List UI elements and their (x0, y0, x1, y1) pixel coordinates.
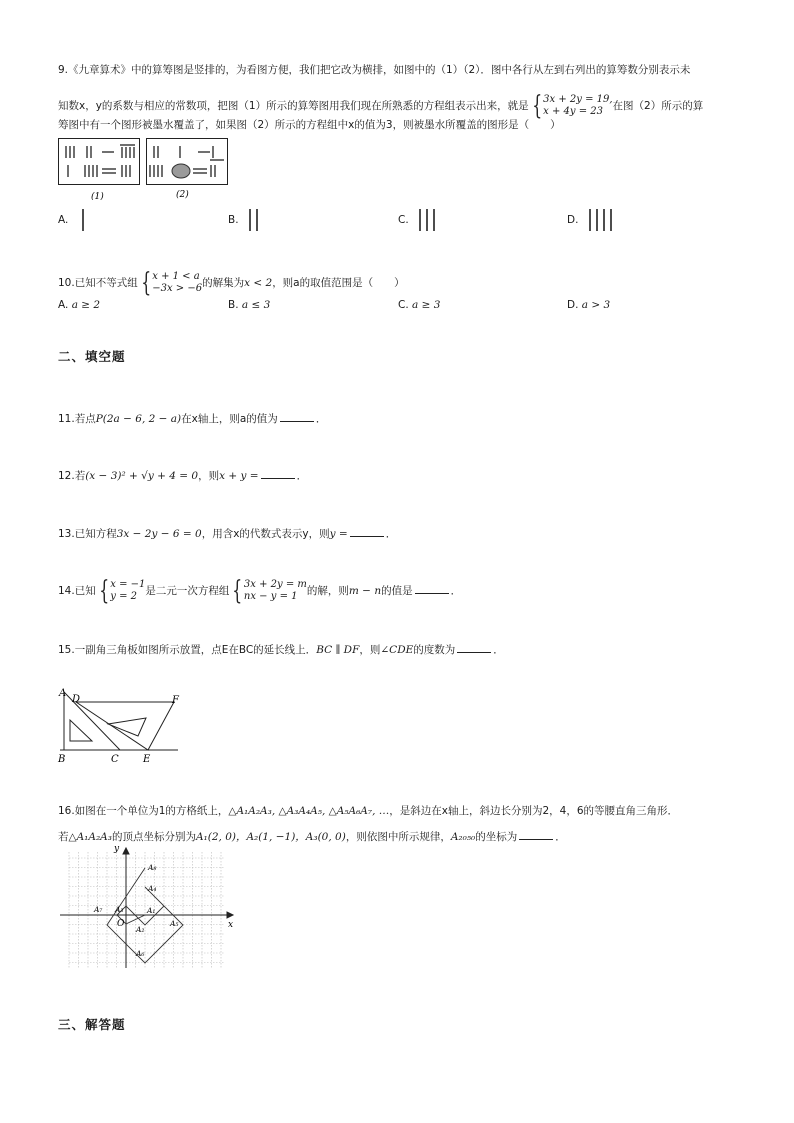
q13-answer-blank[interactable] (350, 526, 384, 537)
q13-math: 3x − 2y − 6 = 0 (116, 528, 202, 540)
q10-option-a[interactable] (58, 298, 100, 312)
q16-line1 (58, 804, 678, 818)
q9-option-c-label: C. (398, 214, 409, 226)
q13-pre: 13.已知方程 (58, 528, 117, 540)
q16-line2-pre: 若 (58, 831, 69, 843)
q9-line2 (58, 93, 703, 119)
ink-blot (172, 164, 190, 178)
axis-label-x: x (228, 920, 234, 930)
q12-post: ，则 (198, 470, 220, 482)
q16-answer-blank[interactable] (519, 829, 553, 840)
q11-math: P(2a − 6, 2 − a) (95, 413, 182, 425)
q10-option-c[interactable] (398, 298, 440, 312)
q10-option-d-label: D. (567, 299, 579, 311)
q12-math: (x − 3)² + √y + 4 = 0 (85, 470, 199, 482)
q9-option-c[interactable] (398, 209, 438, 231)
q13-post: ，用含x的代数式表示y，则 (201, 528, 330, 540)
q10-prefix: 10.已知不等式组 (58, 277, 138, 289)
q9-option-a[interactable] (58, 209, 88, 231)
q11 (58, 411, 326, 426)
q10-system-ineq1: x + 1 < a (152, 271, 200, 282)
point-label-a5: A₅ (170, 919, 179, 928)
q10-option-d-text: a > 3 (581, 299, 611, 311)
q12 (58, 468, 307, 483)
q16-line1-math: △A₁A₂A₃, △A₃A₄A₅, △A₅A₆A₇, … (228, 805, 390, 817)
q16-line1-post: ，是斜边在x轴上，斜边长分别为2，4，6的等腰直角三角形． (389, 805, 679, 817)
q16-line2-end: 的坐标为 (475, 831, 518, 843)
q15-end: ． (493, 644, 504, 656)
q10-system: { x + 1 < a −3x > −6 (141, 268, 203, 298)
rod-figure-1 (59, 139, 140, 201)
rod-two-icon (246, 209, 262, 231)
label-a: A (59, 688, 67, 699)
q10-option-d[interactable] (567, 298, 610, 312)
q16-end: ． (555, 831, 566, 843)
q16-line1-pre: 16.如图在一个单位为1的方格纸上， (58, 805, 229, 817)
q15-pre: 15.一副角三角板如图所示放置，点E在BC的延长线上． (58, 644, 317, 656)
fig1-label: (1) (91, 192, 104, 200)
q10-option-b-label: B. (228, 299, 239, 311)
q10-option-c-label: C. (398, 299, 409, 311)
y-axis-arrow-icon (123, 848, 129, 854)
q10-option-c-text: a ≥ 3 (412, 299, 441, 311)
label-e: E (143, 754, 151, 765)
q12-pre: 12.若 (58, 470, 86, 482)
q10-stem (58, 270, 405, 296)
q13 (58, 526, 396, 541)
label-d: D (72, 694, 81, 705)
q10-suffix1: 的解集为 (202, 277, 245, 289)
q15-post: ，则 (359, 644, 381, 656)
section-title-fill-in: 二、填空题 (58, 349, 126, 364)
point-label-a1: A₁ (147, 906, 156, 915)
q14-sys2-eq2: nx − y = 1 (243, 591, 298, 602)
q14-equation-system: { 3x + 2y = m nx − y = 1 (232, 576, 307, 606)
grid-figure (58, 846, 238, 970)
inner-triangle-left (70, 720, 92, 741)
q13-end: ． (385, 528, 397, 540)
q14-answer-blank[interactable] (415, 583, 449, 594)
q16-line2-target: A₂₀₅₀ (450, 831, 476, 843)
x-axis-arrow-icon (227, 912, 233, 918)
q10-option-b-text: a ≤ 3 (241, 299, 271, 311)
q14-pre: 14.已知 (58, 585, 96, 597)
rod-four-icon (586, 209, 614, 231)
q10-option-a-label: A. (58, 299, 69, 311)
q11-post: 在x轴上，则a的值为 (181, 413, 278, 425)
q14-sys1-eq2: y = 2 (110, 591, 137, 602)
q9-option-b-label: B. (228, 214, 239, 226)
q14-sys1-eq1: x = −1 (110, 579, 146, 590)
q14-math: m − n (348, 585, 382, 597)
q12-answer-blank[interactable] (261, 468, 295, 479)
label-b: B (58, 754, 66, 765)
q14-post2: 的值是 (381, 585, 413, 597)
point-label-a4: A₄ (148, 884, 157, 893)
q9-line1: 9.《九章算术》中的算筹图是竖排的，为看图方便，我们把它改为横排，如图中的（1）（2）．图中各行从左到右列出的算筹数分别表示未 (58, 64, 691, 76)
rod-figure-2 (147, 139, 228, 201)
q11-end: ． (315, 413, 327, 425)
q10-math1: x < 2 (244, 277, 273, 289)
point-label-a6: A₆ (136, 949, 145, 958)
q16-line2-math: △A₁A₂A₃ (68, 831, 112, 843)
axis-label-y: y (114, 846, 120, 854)
fig2-label: (2) (176, 190, 189, 200)
q9-line3: 筹图中有一个图形被墨水覆盖了，如果图（2）所示的方程组中x的值为3，则被墨水所覆盖的图形是（ ） (58, 119, 561, 131)
q14-sys2-eq1: 3x + 2y = m (243, 579, 307, 590)
q11-answer-blank[interactable] (280, 411, 314, 422)
point-label-a3: A₃ (115, 905, 124, 914)
q14-mid: 是二元一次方程组 (145, 585, 230, 597)
point-label-a8: A₈ (148, 863, 157, 872)
q9-system-eq1: 3x + 2y = 19, (543, 94, 613, 105)
point-label-a7: A₇ (94, 905, 103, 914)
q13-math2: y = (329, 528, 348, 540)
q9-option-d-label: D. (567, 214, 579, 226)
label-f: F (172, 695, 179, 706)
q15-post2: 的度数为 (413, 644, 456, 656)
q16-line2 (58, 829, 566, 844)
q10-option-b[interactable] (228, 298, 270, 312)
q15-answer-blank[interactable] (457, 642, 491, 653)
q16-line2-mid: 的顶点坐标分别为 (111, 831, 196, 843)
triangle-def (76, 702, 174, 750)
counting-rod-figures (58, 138, 238, 200)
q14 (58, 578, 461, 604)
q12-math2: x + y = (219, 470, 259, 482)
q14-end: ． (450, 585, 462, 597)
q9-line2-before: 知数x，y的系数与相应的常数项，把图（1）所示的算筹图用我们现在所熟悉的方程组表示出来，就是 (58, 100, 529, 112)
label-c: C (111, 754, 119, 765)
point-label-a2: A₂ (136, 925, 145, 934)
q9-option-b[interactable] (228, 209, 262, 231)
q16-line2-post: ，则依图中所示规律， (345, 831, 451, 843)
q10-option-a-text: a ≥ 2 (71, 299, 101, 311)
q9-system-eq2: x + 4y = 23 (543, 106, 604, 117)
q15-math: BC ∥ DF (316, 644, 360, 656)
q10-system-ineq2: −3x > −6 (152, 283, 203, 294)
q14-solution-system: { x = −1 y = 2 (99, 576, 146, 606)
q12-end: ． (296, 470, 308, 482)
q14-post: 的解，则 (306, 585, 349, 597)
q11-pre: 11.若点 (58, 413, 96, 425)
q9-option-a-label: A. (58, 214, 69, 226)
q10-suffix2: ，则a的取值范围是（ ） (272, 277, 405, 289)
axis-label-origin: O (117, 919, 125, 929)
q9-option-d[interactable] (567, 209, 614, 231)
q9-line2-after: 在图（2）所示的算 (612, 100, 704, 112)
rod-three-icon (416, 209, 438, 231)
q15 (58, 642, 504, 657)
q15-math2: ∠CDE (380, 644, 414, 656)
q16-line2-coords: A₁(2, 0)，A₂(1, −1)，A₃(0, 0) (195, 831, 346, 843)
section-title-solve: 三、解答题 (58, 1017, 126, 1032)
q9-system: { 3x + 2y = 19, x + 4y = 23 (531, 91, 613, 121)
triangle-set-figure (56, 684, 186, 766)
rod-one-icon (78, 209, 88, 231)
